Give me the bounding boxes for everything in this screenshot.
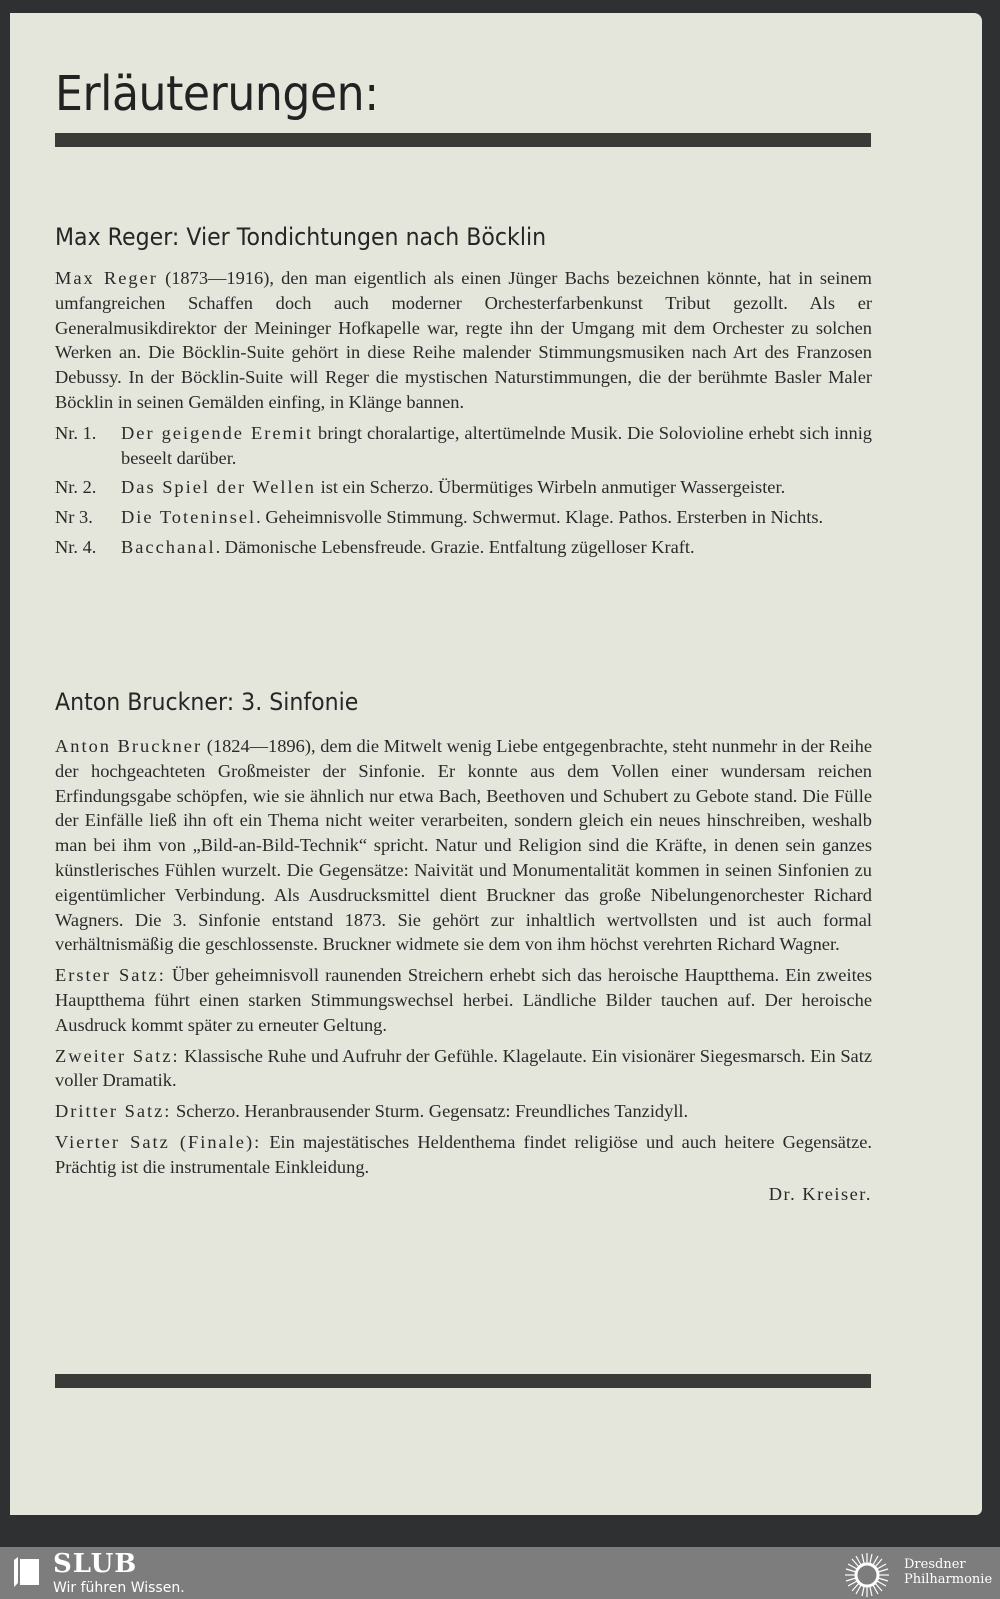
- movement-label: Erster Satz:: [55, 965, 166, 986]
- section-body-bruckner: [55, 734, 872, 1206]
- movement-text: Ein majestätisches Heldenthema findet religiöse und auch heitere Gegensätze. Prächtig ist die instrumentale Einkleidung.: [55, 1131, 872, 1177]
- movement-text: Scherzo. Heranbrausender Sturm. Gegensatz: Freundliches Tanzidyll.: [171, 1101, 689, 1122]
- movement-label: Vierter Satz (Finale):: [55, 1131, 262, 1152]
- movement-paragraph: [55, 1044, 872, 1094]
- philharmonie-line2: Philharmonie: [904, 1572, 993, 1587]
- movement-paragraph: [55, 1099, 872, 1124]
- movement-label: Zweiter Satz:: [55, 1045, 180, 1066]
- intro-paragraph: [55, 734, 872, 957]
- item-number: Nr 3.: [55, 507, 93, 528]
- footer-bar: [0, 1547, 1000, 1599]
- author-signature: Dr. Kreiser.: [768, 1183, 872, 1204]
- philharmonie-line1: Dresdner: [904, 1557, 966, 1572]
- philharmonie-logo-text[interactable]: [904, 1557, 992, 1587]
- page-title: Erläuterungen:: [55, 66, 379, 122]
- bottom-divider: [55, 1374, 871, 1388]
- item-number: Nr. 1.: [55, 422, 97, 443]
- movement-text: Klassische Ruhe und Aufruhr der Gefühle. Klagelaute. Ein visionärer Siegesmarsch. Ein Satz voller Dramatik.: [55, 1045, 872, 1091]
- item-number: Nr. 2.: [55, 477, 97, 498]
- item-number: Nr. 4.: [55, 536, 97, 557]
- item-text: ist ein Scherzo. Übermütiges Wirbeln anmutiger Wassergeister.: [315, 477, 786, 498]
- item-text: . Dämonische Lebensfreude. Grazie. Entfaltung zügelloser Kraft.: [215, 536, 695, 557]
- intro-text: (1824—1896), dem die Mitwelt wenig Liebe entgegenbrachte, steht nunmehr in der Reihe der hochgeachteten Großmeister der Sinfonie. Er konnte aus dem Vollen einer wundersam reichen Erfindungsgabe schöpfen, wie sie ähnlich nur etwa Bach, Beethoven und Schubert zu Gebote stand. Die Fülle der Einfälle ließ ihn oft ein Thema nicht weiter verarbeiten, sondern gleich ein neues hinschreiben, weshalb man bei ihm von „Bild-an-Bild-Technik“ spricht. Natur und Religion sind die Kräfte, in denen sein ganzes künstlerisches Fühlen wurzelt. Die Gegensätze: Naivität und Monumentalität kommen in seinen Sinfonien zu eigentümlicher Verbindung. Als Ausdrucksmittel dient Bruckner das große Nibelungenorchester Richard Wagners. Die 3. Sinfonie entstand 1873. Sie gehört zur inhaltlich wertvollsten und ist auch formal verhältnismäßig die geschlossenste. Bruckner widmete sie dem von ihm höchst verehrten Richard Wagner.: [55, 736, 872, 955]
- movement-paragraph: [55, 963, 872, 1037]
- sunburst-logo-icon[interactable]: [842, 1551, 892, 1599]
- movement-paragraph: [55, 1130, 872, 1180]
- list-item: [55, 475, 872, 500]
- top-divider: [55, 133, 871, 147]
- list-item: [55, 421, 872, 471]
- item-title: Bacchanal: [121, 536, 216, 557]
- book-icon: [14, 1557, 40, 1587]
- movement-text: Über geheimnisvoll raunenden Streichern erhebt sich das heroische Hauptthema. Ein zweites Hauptthema führt einen starken Stimmungswechsel herbei. Ländliche Bilder tauchen auf. Der heroische Ausdruck kommt später zu erneuter Geltung.: [55, 965, 872, 1035]
- item-title: Das Spiel der Wellen: [121, 477, 316, 498]
- intro-lead: Max Reger: [55, 268, 158, 288]
- item-title: Die Toteninsel: [121, 507, 257, 528]
- section-heading-bruckner: Anton Bruckner: 3. Sinfonie: [55, 688, 359, 716]
- item-text: bringt choralartige, altertümelnde Musik. Die Solovioline erhebt sich innig beseelt darüber.: [121, 422, 872, 468]
- movement-label: Dritter Satz:: [55, 1101, 172, 1122]
- slub-logo-text[interactable]: SLUB: [53, 1549, 138, 1579]
- intro-text: (1873—1916), den man eigentlich als einen Jünger Bachs bezeichnen könnte, hat in seinem umfangreichen Schaffen doch auch moderner Orchesterfarbenkunst Tribut gezollt. Als er Generalmusikdirektor der Meininger Hofkapelle war, regte ihn der Umgang mit dem Orchester zu solchen Werken an. Die Böcklin-Suite gehört in diese Reihe malender Stimmungsmusiken nach Art des Franzosen Debussy. In der Böcklin-Suite will Reger die mystischen Naturstimmungen, die der berühmte Basler Maler Böcklin in seinen Gemälden einfing, in Klänge bannen.: [55, 268, 872, 412]
- item-text: . Geheimnisvolle Stimmung. Schwermut. Klage. Pathos. Ersterben in Nichts.: [256, 507, 824, 528]
- list-item: [55, 535, 872, 560]
- section-body-reger: [55, 266, 872, 565]
- section-heading-reger: Max Reger: Vier Tondichtungen nach Böcklin: [55, 223, 547, 251]
- intro-lead: Anton Bruckner: [55, 736, 203, 756]
- item-title: Der geigende Eremit: [121, 422, 314, 443]
- list-item: [55, 505, 872, 530]
- intro-paragraph: [55, 266, 872, 415]
- slub-tagline: Wir führen Wissen.: [53, 1580, 185, 1596]
